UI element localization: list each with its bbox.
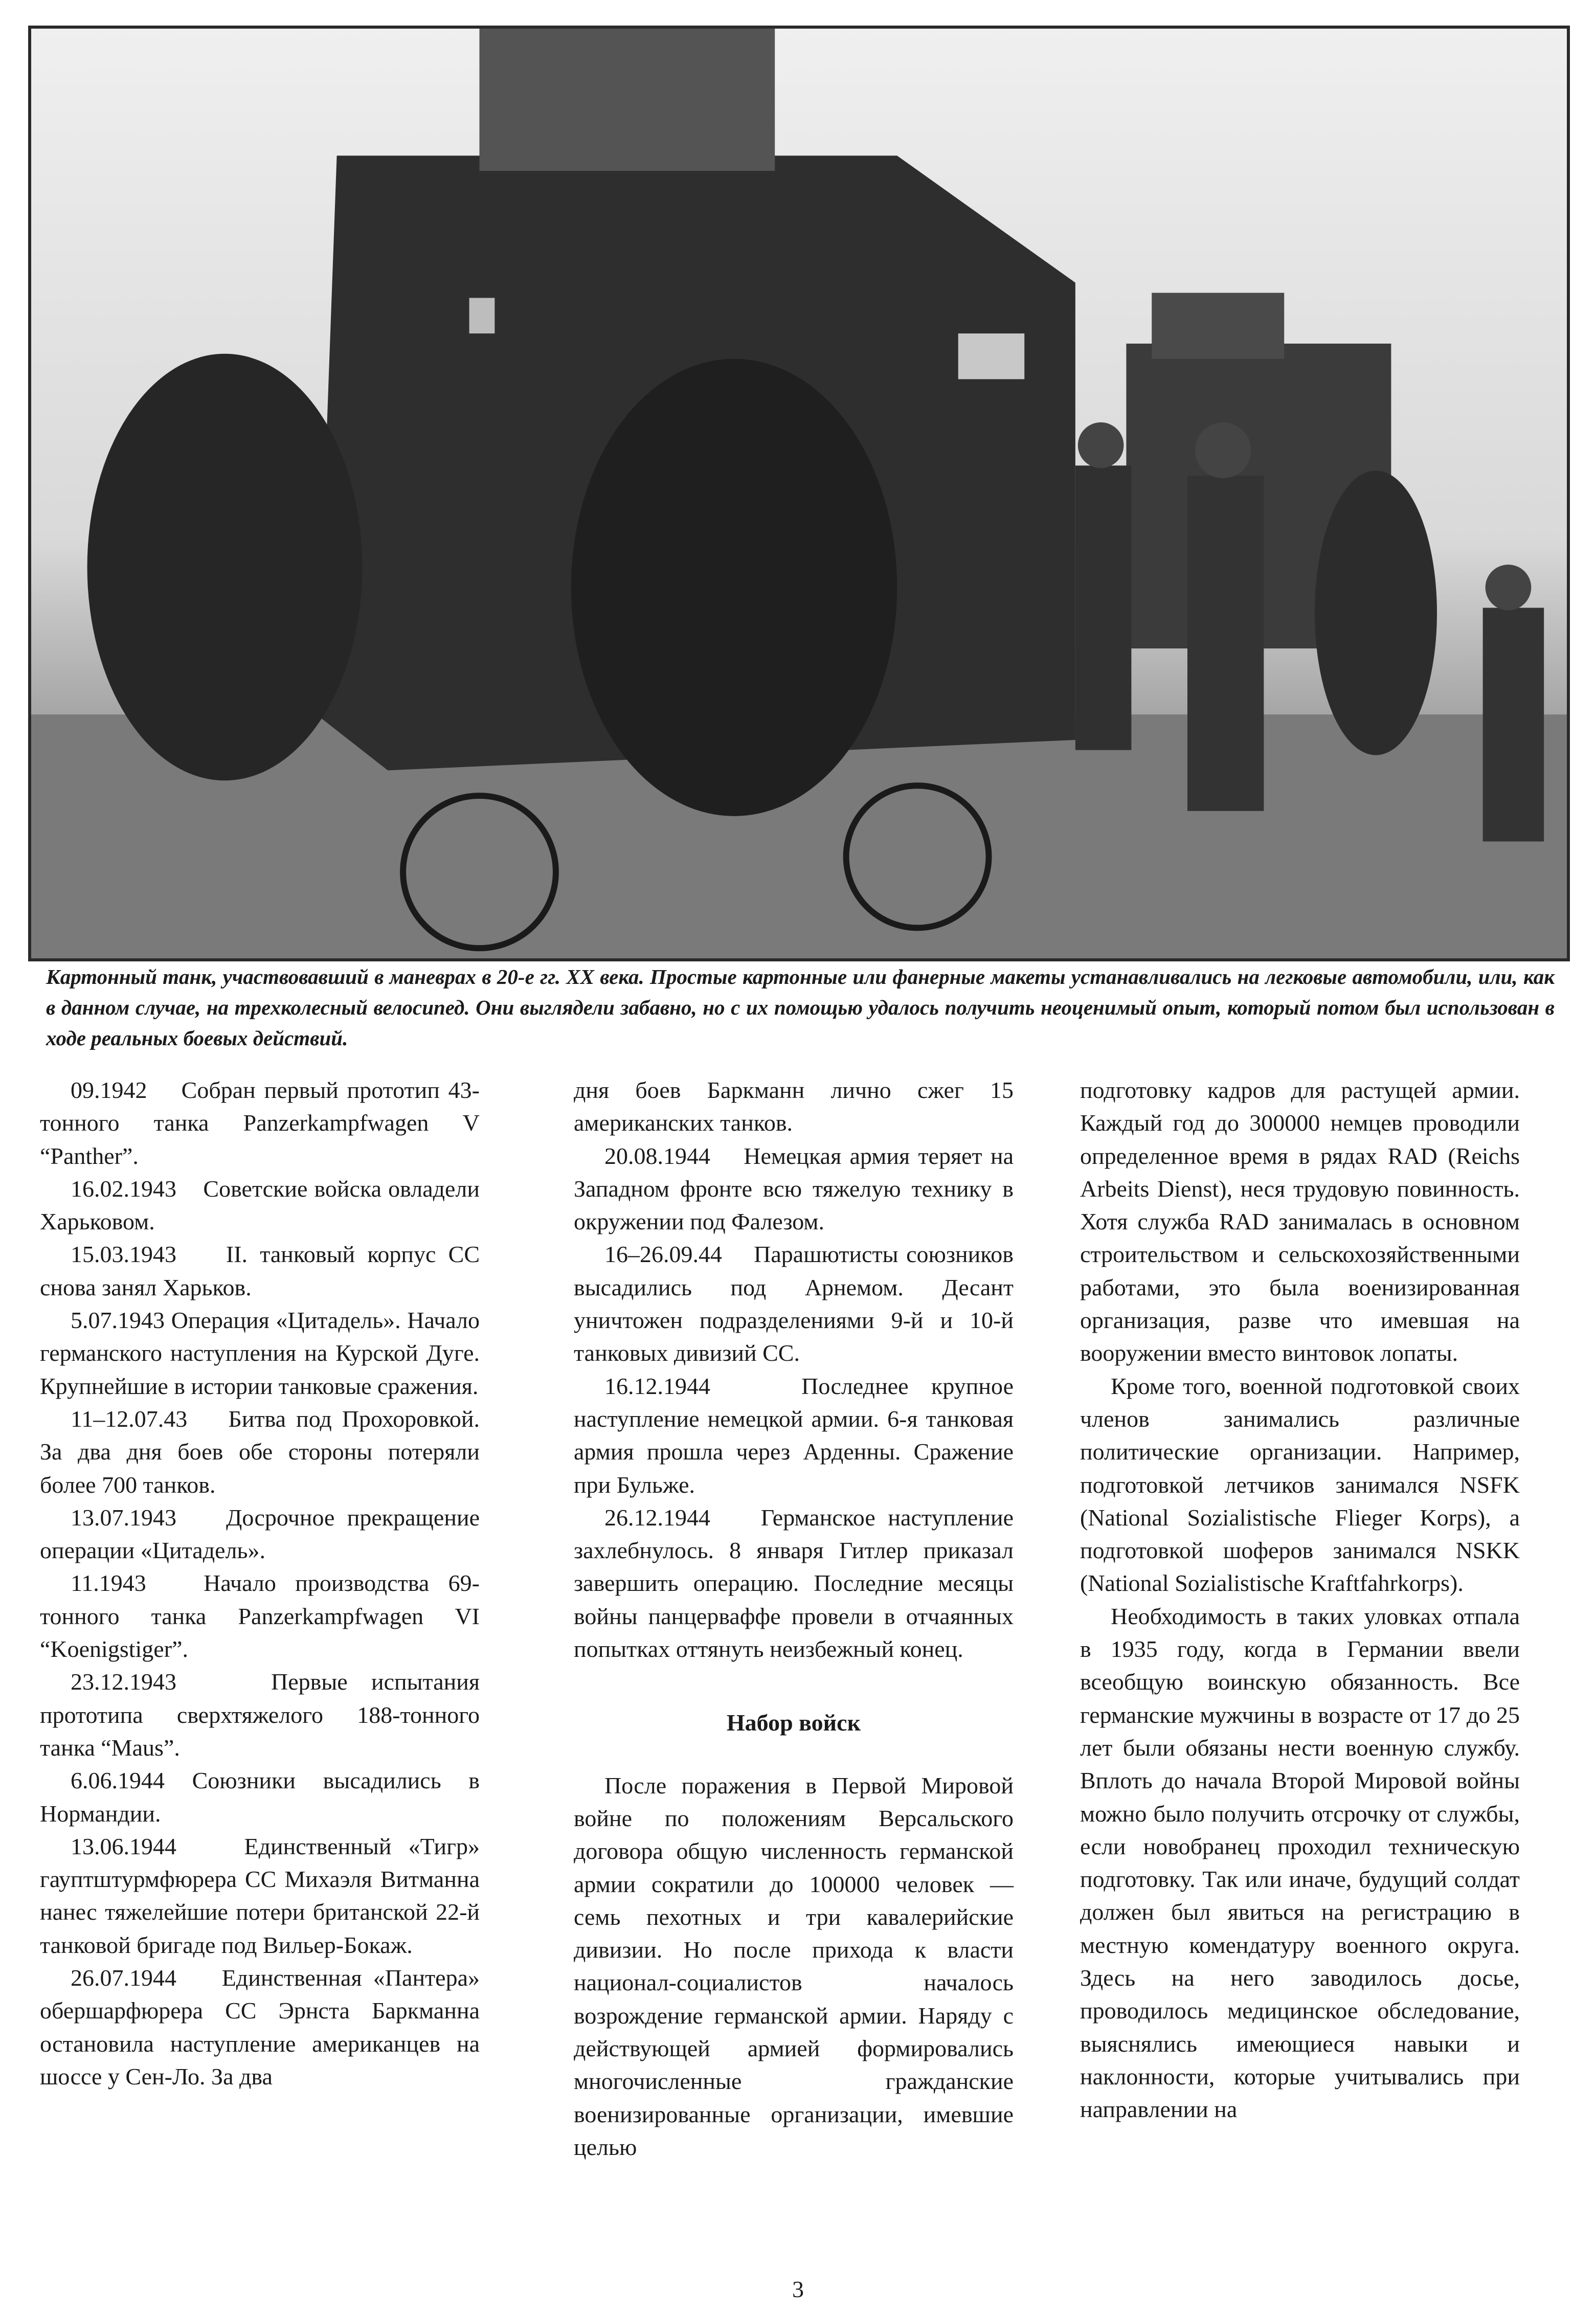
chronology-entry: 20.08.1944 Немецкая армия теряет на Западном фронте всю тяжелую технику в окружении под Фалезом.: [574, 1142, 1014, 1235]
chronology-entry: 09.1942 Собран первый прототип 43-тонного танка Panzerkampfwagen V “Panther”.: [40, 1077, 480, 1169]
chronology-entry: 13.07.1943 Досрочное прекращение операции «Цитадель».: [40, 1504, 480, 1564]
page-number: 3: [792, 2276, 804, 2302]
chronology-entry: 6.06.1944 Союзники высадились в Нормандии.: [40, 1767, 480, 1827]
chronology-entry: 11–12.07.43 Битва под Прохоровкой. За два дня боев обе стороны потеряли более 700 танков.: [40, 1405, 480, 1498]
body-paragraph: Кроме того, военной подготовкой своих членов занимались различные политические организации. Например, подготовкой летчиков занимался NSFK (National Sozialistische Flieger Korps), а подготовкой шоферов занимался NSKK (National Sozialistische Kraftfahrkorps).: [1080, 1373, 1520, 1597]
chronology-entry: 16.12.1944 Последнее крупное наступление немецкой армии. 6-я танковая армия прошла через Арденны. Сражение при Бульже.: [574, 1373, 1014, 1498]
chronology-entry: 5.07.1943 Операция «Цитадель». Начало германского наступления на Курской Дуге. Крупнейшие в истории танковые сражения.: [40, 1307, 480, 1399]
soldier-shape: [1187, 476, 1264, 811]
left-drum-shape: [87, 354, 363, 780]
chronology-entry: 15.03.1943 II. танковый корпус СС снова занял Харьков.: [40, 1241, 480, 1300]
tank-turret-shape: [479, 29, 775, 171]
chronology-entry: 26.12.1944 Германское наступление захлебнулось. 8 января Гитлер приказал завершить операцию. Последние месяцы войны панцерваффе провели в отчаянных попытках оттянуть неизбежный конец.: [574, 1504, 1014, 1663]
chronology-entry: 16.02.1943 Советские войска овладели Харьковом.: [40, 1175, 480, 1235]
right-drum-shape: [571, 359, 897, 816]
section-heading: Набор войск: [726, 1710, 861, 1736]
chronology-entry: 16–26.09.44 Парашютисты союзников высадились под Арнемом. Десант уничтожен подразделениями 9-й и 10-й танковых дивизий СС.: [574, 1241, 1014, 1366]
column-3: [1080, 1074, 1520, 2126]
chronology-entry: 11.1943 Начало производства 69-тонного танка Panzerkampfwagen VI “Koenigstiger”.: [40, 1570, 480, 1663]
photo-illustration: [31, 29, 1567, 958]
column-1: [40, 1074, 480, 2093]
body-paragraph: подготовку кадров для растущей армии. Каждый год до 300000 немцев проводили определенное время в рядах RAD (Reichs Arbeits Dienst), неся трудовую повинность. Хотя служба RAD занималась в основном строительством и сельскохозяйственными работами, это была военизированная организация, разве что имевшая на вооружении вместо винтовок лопаты.: [1080, 1077, 1520, 1366]
chronology-entry: 13.06.1944 Единственный «Тигр» гауптштурмфюрера СС Михаэля Витманна нанес тяжелейшие потери британской 22-й танковой бригаде под Вильер-Бокаж.: [40, 1833, 480, 1958]
chronology-entry: 26.07.1944 Единственная «Пантера» обершарфюрера СС Эрнста Баркманна остановила наступление американцев на шоссе у Сен-Ло. За два: [40, 1965, 480, 2090]
body-paragraph: После поражения в Первой Мировой войне по положениям Версальского договора общую численность германской армии сократили до 100000 человек — семь пехотных и три кавалерийские дивизии. Но после прихода к власти национал-социалистов началось возрождение германской армии. Наряду с действующей армией формировались многочисленные гражданские военизированные организации, имевшие целью: [574, 1772, 1014, 2160]
cardboard-tank-photo: [28, 26, 1570, 961]
chronology-entry: 23.12.1943 Первые испытания прототипа сверхтяжелого 188-тонного танка “Maus”.: [40, 1669, 480, 1761]
body-paragraph: Необходимость в таких уловках отпала в 1935 году, когда в Германии ввели всеобщую воинскую обязанность. Все германские мужчины в возрасте от 17 до 25 лет были обязаны нести военную службу. Вплоть до начала Второй Мировой войны можно было получить отсрочку от службы, если новобранец проходил техническую подготовку. Так или иначе, будущий солдат должен был явиться на регистрацию в местную комендатуру военного округа. Здесь на него заводилось досье, проводилось медицинское обследование, выяснялись имеющиеся навыки и наклонности, которые учитывались при направлении на: [1080, 1603, 1520, 2123]
column-2: [574, 1074, 1014, 2164]
chronology-continuation: дня боев Баркманн лично сжег 15 американских танков.: [574, 1077, 1014, 1136]
photo-caption: Картонный танк, участвовавший в маневрах в 20-е гг. XX века. Простые картонные или фанерные макеты устанавливались на легковые автомобили, или, как в данном случае, на трехколесный велосипед. Они выглядели забавно, но с их помощью удалось получить неоценимый опыт, который потом был использован в ходе реальных боевых действий.: [46, 965, 1555, 1050]
